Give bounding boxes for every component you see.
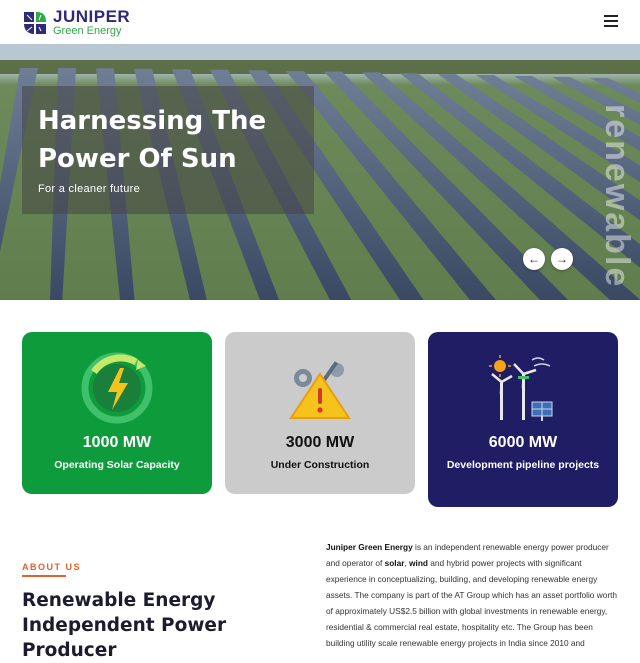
stat-value: 6000 MW — [488, 434, 558, 451]
stat-value: 1000 MW — [82, 434, 152, 451]
under-construction-icon — [283, 352, 357, 424]
stat-label: Operating Solar Capacity — [54, 459, 180, 471]
hero-caption-box — [22, 86, 314, 214]
about-kicker: ABOUT US — [22, 562, 81, 572]
hero-subtitle: For a cleaner future — [38, 183, 140, 195]
brand-name: Juniper Green Energy — [326, 542, 413, 552]
side-watermark-text: renewable — [598, 104, 636, 289]
site-header — [0, 0, 640, 44]
hero-banner — [0, 44, 640, 300]
logo-tagline: Green Energy — [53, 25, 122, 37]
kicker-underline — [22, 575, 66, 577]
stat-card-operating — [22, 332, 212, 494]
about-heading: Renewable Energy Independent Power Producer — [22, 590, 227, 661]
hero-title: Harnessing The Power Of Sun — [38, 106, 267, 174]
wind-solar-icon — [486, 352, 560, 424]
stat-label: Development pipeline projects — [446, 459, 600, 471]
arrow-left-icon[interactable]: ← — [523, 248, 545, 270]
juniper-leaf-icon — [22, 10, 48, 36]
stat-card-construction — [225, 332, 415, 494]
solar-energy-icon — [80, 352, 154, 424]
stat-card-pipeline — [428, 332, 618, 507]
about-paragraph: Juniper Green Energy is an independent renewable energy power producer and operator of solar, wind and hybrid power projects with significant experience in conceptualizing, building, and developing renewable energy assets. The company is part of the AT Group which has an asset portfolio worth of approximately US$2.5 billion with global investments in renewable energy, residential & commercial real estate, hospitality etc. The Group has been building utility scale renewable energy projects in India since 2010 and — [326, 542, 618, 648]
logo-name: JUNIPER — [53, 7, 131, 26]
juniper-logo[interactable] — [22, 8, 130, 37]
stat-value: 3000 MW — [285, 434, 355, 451]
stat-label: Under Construction — [270, 459, 370, 471]
arrow-right-icon[interactable]: → — [551, 248, 573, 270]
hamburger-menu-icon[interactable] — [604, 15, 618, 27]
